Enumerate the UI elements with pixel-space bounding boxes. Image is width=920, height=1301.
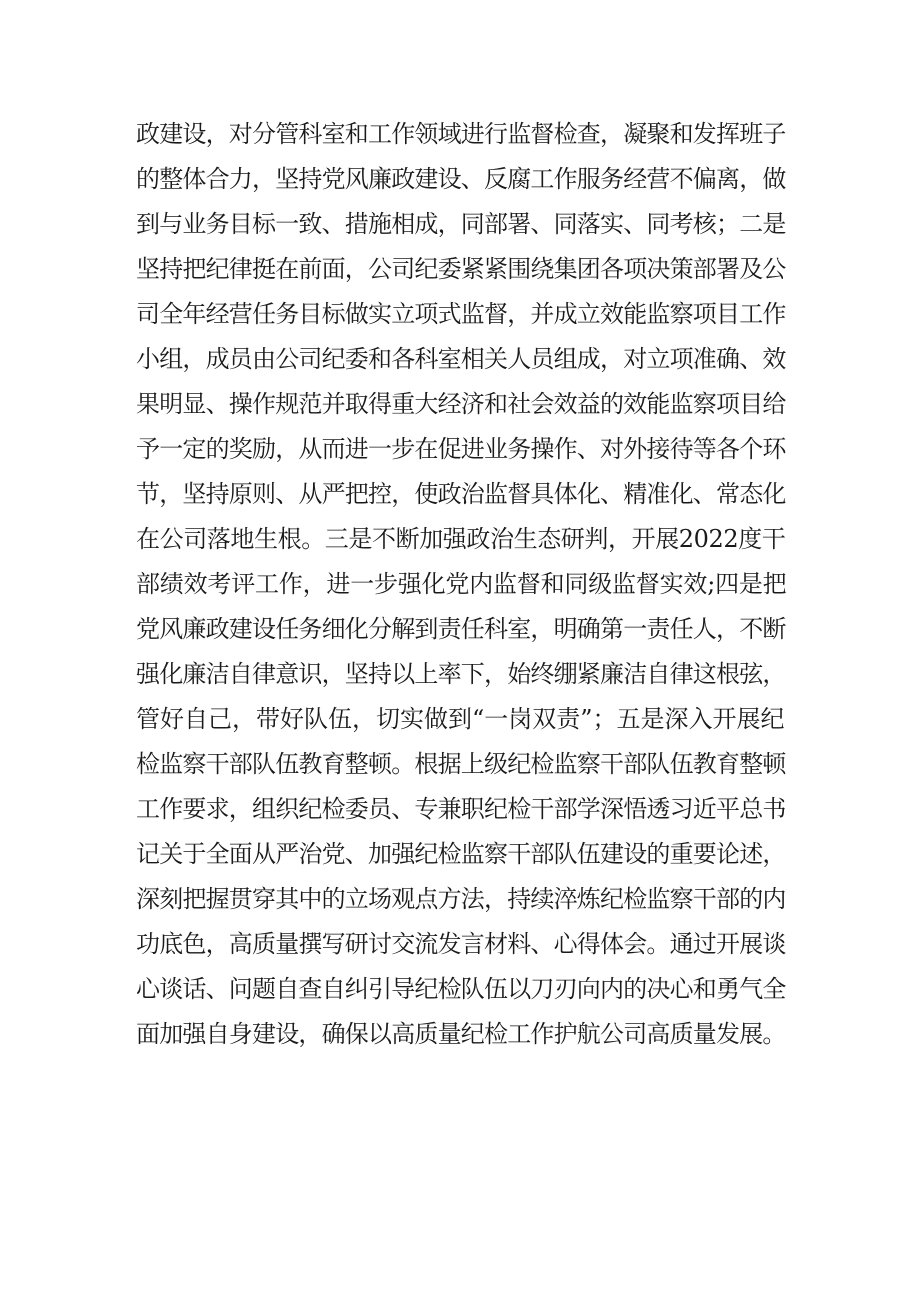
text-line: 果明显、操作规范并取得重大经济和社会效益的效能监察项目给 bbox=[136, 390, 786, 418]
body-paragraph bbox=[136, 112, 788, 1057]
text-line: 党风廉政建设任务细化分解到责任科室，明确第一责任人，不断 bbox=[136, 615, 786, 643]
text-line: 强化廉洁自律意识，坚持以上率下，始终绷紧廉洁自律这根弦， bbox=[136, 660, 786, 688]
text-line: 检监察干部队伍教育整顿。根据上级纪检监察干部队伍教育整顿 bbox=[136, 750, 786, 778]
text-line: 的整体合力，坚持党风廉政建设、反腐工作服务经营不偏离，做 bbox=[136, 165, 786, 193]
text-line: 心谈话、问题自查自纠引导纪检队伍以刀刃向内的决心和勇气全 bbox=[136, 975, 786, 1003]
text-line: 记关于全面从严治党、加强纪检监察干部队伍建设的重要论述， bbox=[136, 840, 786, 868]
text-line: 工作要求，组织纪检委员、专兼职纪检干部学深悟透习近平总书 bbox=[136, 795, 786, 823]
text-line: 部绩效考评工作，进一步强化党内监督和同级监督实效;四是把 bbox=[136, 570, 787, 598]
text-line: 司全年经营任务目标做实立项式监督，并成立效能监察项目工作 bbox=[136, 300, 786, 328]
text-line: 到与业务目标一致、措施相成，同部署、同落实、同考核；二是 bbox=[136, 210, 786, 238]
text-line: 节，坚持原则、从严把控，使政治监督具体化、精准化、常态化 bbox=[136, 480, 786, 508]
text-line: 面加强自身建设，确保以高质量纪检工作护航公司高质量发展。 bbox=[136, 1020, 786, 1048]
text-line: 功底色，高质量撰写研讨交流发言材料、心得体会。通过开展谈 bbox=[136, 930, 786, 958]
text-line: 政建设，对分管科室和工作领域进行监督检查，凝聚和发挥班子 bbox=[136, 120, 786, 148]
text-line: 小组，成员由公司纪委和各科室相关人员组成，对立项准确、效 bbox=[136, 345, 786, 373]
text-line: 深刻把握贯穿其中的立场观点方法，持续淬炼纪检监察干部的内 bbox=[136, 885, 786, 913]
text-line: 在公司落地生根。三是不断加强政治生态研判，开展2022度干 bbox=[136, 525, 786, 553]
text-line: 管好自己，带好队伍，切实做到“一岗双责”；五是深入开展纪 bbox=[136, 705, 785, 733]
text-line: 予一定的奖励，从而进一步在促进业务操作、对外接待等各个环 bbox=[136, 435, 786, 463]
text-line: 坚持把纪律挺在前面，公司纪委紧紧围绕集团各项决策部署及公 bbox=[136, 255, 786, 283]
